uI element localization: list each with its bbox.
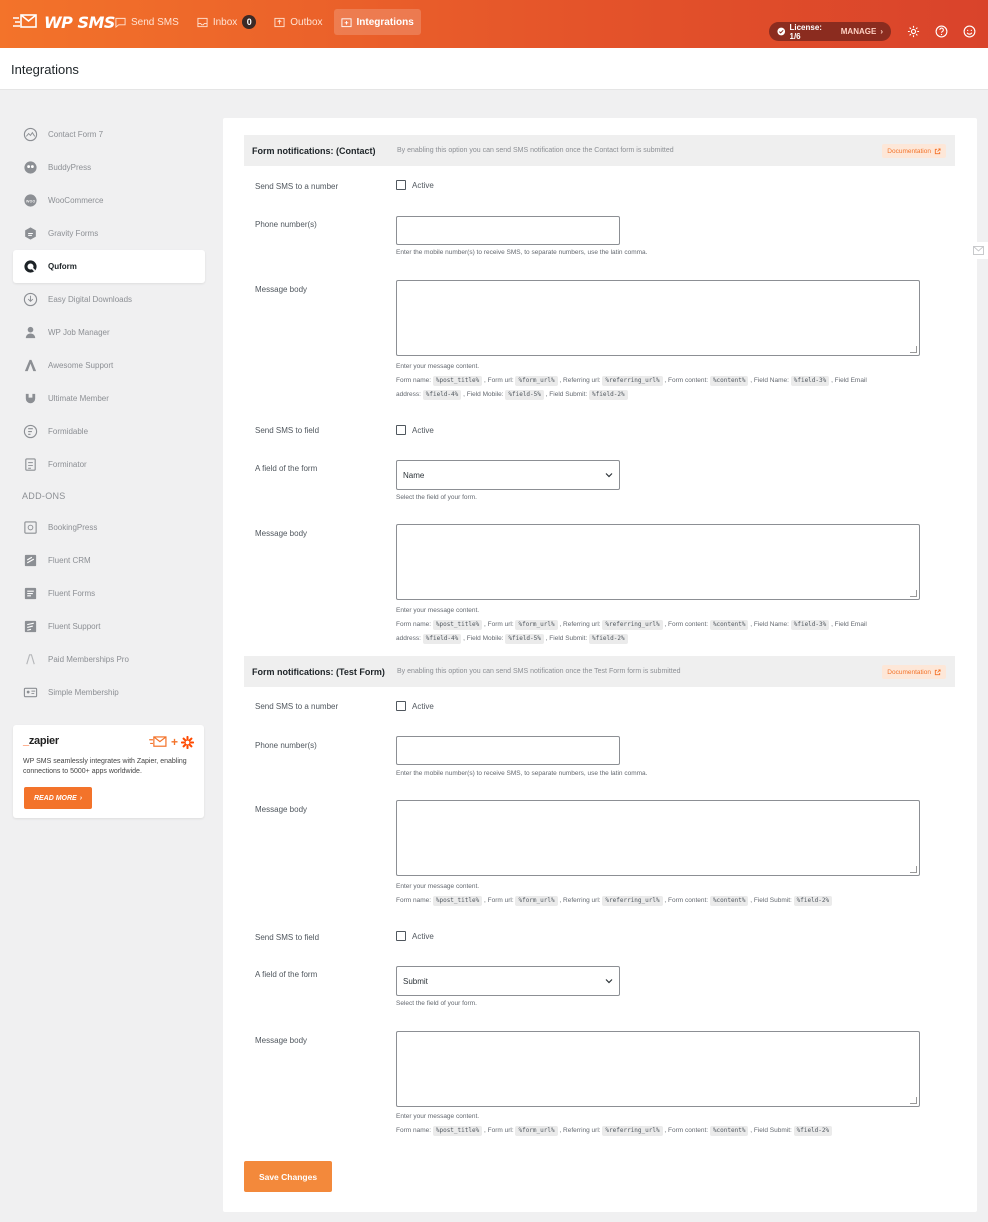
- phone-numbers-label: Phone number(s): [255, 741, 317, 750]
- nav-outbox-label: Outbox: [290, 16, 323, 28]
- var-label: , Form content:: [664, 621, 709, 628]
- envelope-logo-icon: [12, 12, 38, 32]
- var-label: , Referring url:: [559, 377, 601, 384]
- var-label: , Field Mobile:: [463, 391, 504, 398]
- sidebar-item-ultimate-member[interactable]: [13, 382, 205, 415]
- var-code[interactable]: %referring_url%: [602, 1126, 662, 1136]
- message-body-help: [396, 360, 956, 402]
- sidebar-item-label: Fluent Forms: [48, 589, 96, 598]
- zapier-asterisk-icon: [181, 736, 194, 749]
- gravity-forms-icon: [23, 226, 38, 241]
- phone-numbers-help: Enter the mobile number(s) to receive SMS, to separate numbers, use the latin comma.: [396, 770, 648, 777]
- message-body-textarea[interactable]: [396, 1031, 920, 1107]
- simple-membership-icon: [23, 685, 38, 700]
- var-label: , Field Submit:: [545, 635, 588, 642]
- sidebar-item-wp-job-manager[interactable]: [13, 316, 205, 349]
- bookingpress-icon: [23, 520, 38, 535]
- nav-send-sms[interactable]: [108, 9, 186, 35]
- variables-list: [396, 374, 956, 388]
- awesome-support-icon: [23, 358, 38, 373]
- save-changes-button[interactable]: Save Changes: [244, 1161, 332, 1192]
- outbox-icon: [274, 17, 285, 28]
- var-label: , Form url:: [484, 1127, 514, 1134]
- integrations-sidebar: [13, 118, 205, 709]
- var-code[interactable]: %field-2%: [794, 896, 833, 906]
- var-label: , Form content:: [664, 897, 709, 904]
- select-value: Name: [403, 470, 425, 480]
- form-field-select[interactable]: [396, 966, 620, 996]
- phone-numbers-input[interactable]: [396, 216, 620, 245]
- nav-inbox[interactable]: [190, 9, 263, 35]
- sidebar-item-label: Fluent Support: [48, 622, 101, 631]
- var-label: Form name:: [396, 897, 432, 904]
- forminator-icon: [23, 457, 38, 472]
- field-of-form-label: A field of the form: [255, 464, 318, 473]
- var-label: , Field Name:: [750, 377, 789, 384]
- zapier-promo-card: [13, 725, 204, 818]
- form-field-select[interactable]: [396, 460, 620, 490]
- var-code[interactable]: %field-2%: [794, 1126, 833, 1136]
- var-code[interactable]: %referring_url%: [602, 620, 662, 630]
- field-of-form-label: A field of the form: [255, 970, 318, 979]
- field-of-form-help: Select the field of your form.: [396, 1000, 477, 1007]
- var-code[interactable]: %content%: [710, 896, 749, 906]
- message-help-text: Enter your message content.: [396, 883, 480, 890]
- send-to-number-label: Send SMS to a number: [255, 182, 339, 191]
- section-header-contact: [244, 135, 955, 166]
- external-link-icon: [934, 669, 941, 676]
- var-label: Form name:: [396, 621, 432, 628]
- nav-integrations-label: Integrations: [356, 16, 414, 28]
- zapier-integration-icons: [149, 735, 194, 749]
- sidebar-item-easy-digital-downloads[interactable]: [13, 283, 205, 316]
- var-label: , Referring url:: [559, 621, 601, 628]
- read-more-button[interactable]: [24, 787, 92, 809]
- var-label: address:: [396, 635, 421, 642]
- sidebar-item-label: Awesome Support: [48, 361, 114, 370]
- sidebar-item-label: Simple Membership: [48, 688, 119, 697]
- documentation-label: Documentation: [887, 668, 931, 676]
- sidebar-item-bookingpress[interactable]: [13, 511, 205, 544]
- checkbox-box[interactable]: [396, 701, 406, 711]
- integration-settings-card: [223, 118, 977, 1212]
- floating-side-tab[interactable]: [969, 242, 988, 259]
- send-to-field-label: Send SMS to field: [255, 933, 320, 942]
- easy-digital-downloads-icon: [23, 292, 38, 307]
- sidebar-item-gravity-forms[interactable]: [13, 217, 205, 250]
- phone-numbers-input[interactable]: [396, 736, 620, 765]
- message-help-text: Enter your message content.: [396, 1113, 480, 1120]
- fluent-forms-icon: [23, 586, 38, 601]
- sidebar-item-fluent-support[interactable]: [13, 610, 205, 643]
- documentation-button[interactable]: [882, 665, 946, 679]
- chevron-right-icon: ›: [79, 794, 83, 802]
- var-label: , Field Submit:: [750, 897, 792, 904]
- integrations-icon: [341, 17, 352, 28]
- sidebar-item-buddypress[interactable]: [13, 151, 205, 184]
- sidebar-item-fluent-crm[interactable]: [13, 544, 205, 577]
- var-code[interactable]: %referring_url%: [602, 896, 662, 906]
- var-label: Form name:: [396, 377, 432, 384]
- fluent-support-icon: [23, 619, 38, 634]
- message-body-label: Message body: [255, 1036, 308, 1045]
- message-body-help: [396, 880, 956, 908]
- license-pill[interactable]: [769, 22, 891, 41]
- var-code[interactable]: %field-5%: [505, 390, 544, 400]
- chevron-right-icon: ›: [880, 27, 883, 36]
- sidebar-item-label: Paid Memberships Pro: [48, 655, 129, 664]
- section-title: Form notifications: (Contact): [252, 145, 376, 156]
- inbox-count-badge: 0: [242, 15, 256, 29]
- var-code[interactable]: %form_url%: [515, 620, 557, 630]
- var-label: , Referring url:: [559, 1127, 601, 1134]
- page-header: [0, 48, 988, 90]
- message-body-help: [396, 604, 956, 646]
- nav-send-sms-label: Send SMS: [131, 16, 179, 28]
- section-header-test-form: [244, 656, 955, 687]
- send-to-number-label: Send SMS to a number: [255, 702, 339, 711]
- quform-icon: [23, 259, 38, 274]
- select-value: Submit: [403, 976, 428, 986]
- section-title: Form notifications: (Test Form): [252, 666, 385, 677]
- plus-icon: +: [170, 735, 178, 749]
- variables-list-cont: [396, 632, 956, 646]
- variables-list-cont: [396, 388, 956, 402]
- var-code[interactable]: %content%: [710, 376, 749, 386]
- var-label: , Form url:: [484, 897, 514, 904]
- var-code[interactable]: %post_title%: [433, 896, 482, 906]
- message-body-label: Message body: [255, 529, 308, 538]
- zapier-description: WP SMS seamlessly integrates with Zapier, enabling connections to 5000+ apps worldwide.: [23, 758, 187, 775]
- var-label: , Field Email: [831, 621, 867, 628]
- nav-integrations[interactable]: [334, 9, 421, 35]
- sidebar-item-fluent-forms[interactable]: [13, 577, 205, 610]
- var-code[interactable]: %post_title%: [433, 376, 482, 386]
- nav-outbox[interactable]: [267, 9, 329, 35]
- ultimate-member-icon: [23, 391, 38, 406]
- checkbox-label: Active: [412, 701, 434, 711]
- sidebar-item-contact-form-7[interactable]: [13, 118, 205, 151]
- var-label: , Field Submit:: [545, 391, 588, 398]
- license-text: License: 1/6: [789, 22, 822, 41]
- var-code[interactable]: %field-2%: [589, 390, 628, 400]
- variables-list: [396, 618, 956, 632]
- send-to-field-checkbox[interactable]: [396, 425, 434, 435]
- var-label: , Field Name:: [750, 621, 789, 628]
- documentation-button[interactable]: [882, 144, 946, 158]
- main-nav: [108, 9, 421, 35]
- var-label: , Referring url:: [559, 897, 601, 904]
- sidebar-item-forminator[interactable]: [13, 448, 205, 481]
- zapier-logo-text: zapier: [28, 735, 59, 747]
- var-code[interactable]: %field-5%: [505, 634, 544, 644]
- inbox-icon: [197, 17, 208, 28]
- var-label: , Form url:: [484, 621, 514, 628]
- read-more-label: READ MORE: [33, 794, 77, 802]
- sidebar-item-formidable[interactable]: [13, 415, 205, 448]
- sidebar-item-label: Quform: [48, 262, 77, 271]
- sidebar-item-label: BookingPress: [48, 523, 98, 532]
- var-label: , Form content:: [664, 1127, 709, 1134]
- var-code[interactable]: %form_url%: [515, 1126, 557, 1136]
- var-code[interactable]: %content%: [710, 620, 749, 630]
- var-label: address:: [396, 391, 421, 398]
- sidebar-item-paid-memberships-pro[interactable]: [13, 643, 205, 676]
- var-code[interactable]: %post_title%: [433, 620, 482, 630]
- var-code[interactable]: %content%: [710, 1126, 749, 1136]
- message-help-text: Enter your message content.: [396, 363, 480, 370]
- checkbox-box[interactable]: [396, 931, 406, 941]
- sidebar-item-woocommerce[interactable]: [13, 184, 205, 217]
- message-help-text: Enter your message content.: [396, 607, 480, 614]
- checkbox-box[interactable]: [396, 425, 406, 435]
- brand-name: WP SMS: [44, 12, 115, 32]
- sidebar-item-label: WooCommerce: [48, 196, 104, 205]
- message-body-textarea[interactable]: [396, 280, 920, 356]
- paid-memberships-pro-icon: [23, 652, 38, 667]
- gear-icon[interactable]: [907, 25, 920, 38]
- checkbox-label: Active: [412, 180, 434, 190]
- sidebar-item-label: WP Job Manager: [48, 328, 110, 337]
- var-code[interactable]: %field-3%: [791, 376, 830, 386]
- var-code[interactable]: %referring_url%: [602, 376, 662, 386]
- nav-inbox-label: Inbox: [212, 16, 238, 28]
- sidebar-item-label: Forminator: [48, 460, 87, 469]
- send-to-number-checkbox[interactable]: [396, 180, 434, 190]
- var-label: , Form url:: [484, 377, 514, 384]
- send-to-field-label: Send SMS to field: [255, 426, 320, 435]
- page-title: Integrations: [11, 62, 79, 77]
- var-label: , Field Mobile:: [463, 635, 504, 642]
- var-label: , Field Email: [831, 377, 867, 384]
- wp-job-manager-icon: [23, 325, 38, 340]
- smiley-icon[interactable]: [963, 25, 976, 38]
- message-body-label: Message body: [255, 285, 308, 294]
- buddypress-icon: [23, 160, 38, 175]
- chevron-down-icon: [605, 471, 613, 479]
- field-of-form-help: Select the field of your form.: [396, 494, 477, 501]
- sidebar-item-label: Contact Form 7: [48, 130, 104, 139]
- message-body-help: [396, 1110, 956, 1138]
- message-body-textarea[interactable]: [396, 524, 920, 600]
- var-code[interactable]: %field-4%: [423, 390, 462, 400]
- message-body-label: Message body: [255, 805, 308, 814]
- wp-sms-logo[interactable]: [12, 12, 115, 32]
- help-icon[interactable]: [935, 25, 948, 38]
- documentation-label: Documentation: [887, 147, 931, 155]
- var-code[interactable]: %form_url%: [515, 896, 557, 906]
- phone-numbers-label: Phone number(s): [255, 220, 317, 229]
- sidebar-item-label: Gravity Forms: [48, 229, 99, 238]
- var-label: , Field Submit:: [750, 1127, 792, 1134]
- var-code[interactable]: %field-3%: [791, 620, 830, 630]
- var-label: Form name:: [396, 1127, 432, 1134]
- external-link-icon: [934, 148, 941, 155]
- woocommerce-icon: [23, 193, 38, 208]
- fluent-crm-icon: [23, 553, 38, 568]
- mail-icon: [973, 246, 984, 255]
- chevron-down-icon: [605, 977, 613, 985]
- checkbox-box[interactable]: [396, 180, 406, 190]
- message-body-textarea[interactable]: [396, 800, 920, 876]
- var-code[interactable]: %post_title%: [433, 1126, 482, 1136]
- sidebar-item-quform[interactable]: [13, 250, 205, 283]
- sidebar-item-label: Formidable: [48, 427, 89, 436]
- svg-text:woo: woo: [25, 199, 36, 205]
- sidebar-item-awesome-support[interactable]: [13, 349, 205, 382]
- formidable-icon: [23, 424, 38, 439]
- section-description: By enabling this option you can send SMS notification once the Contact form is submitted: [397, 147, 674, 154]
- section-description: By enabling this option you can send SMS notification once the Test Form form is submitted: [397, 668, 681, 675]
- checkbox-label: Active: [412, 425, 434, 435]
- contact-form-7-icon: [23, 127, 38, 142]
- check-circle-icon: [777, 27, 786, 36]
- addons-heading: ADD-ONS: [22, 491, 66, 501]
- sidebar-item-label: Easy Digital Downloads: [48, 295, 133, 304]
- zapier-logo: _zapier: [23, 735, 59, 747]
- var-label: , Form content:: [664, 377, 709, 384]
- checkbox-label: Active: [412, 931, 434, 941]
- send-to-field-checkbox[interactable]: [396, 931, 434, 941]
- var-code[interactable]: %form_url%: [515, 376, 557, 386]
- top-bar: [0, 0, 988, 48]
- var-code[interactable]: %field-2%: [589, 634, 628, 644]
- chat-icon: [115, 17, 126, 28]
- license-manage-link[interactable]: MANAGE: [840, 27, 877, 36]
- variables-list: [396, 1124, 956, 1138]
- send-to-number-checkbox[interactable]: [396, 701, 434, 711]
- phone-numbers-help: Enter the mobile number(s) to receive SMS, to separate numbers, use the latin comma.: [396, 249, 648, 256]
- sidebar-item-label: Fluent CRM: [48, 556, 91, 565]
- variables-list: [396, 894, 956, 908]
- sidebar-item-label: Ultimate Member: [48, 394, 109, 403]
- var-code[interactable]: %field-4%: [423, 634, 462, 644]
- envelope-icon: [149, 736, 168, 749]
- sidebar-item-label: BuddyPress: [48, 163, 92, 172]
- sidebar-item-simple-membership[interactable]: [13, 676, 205, 709]
